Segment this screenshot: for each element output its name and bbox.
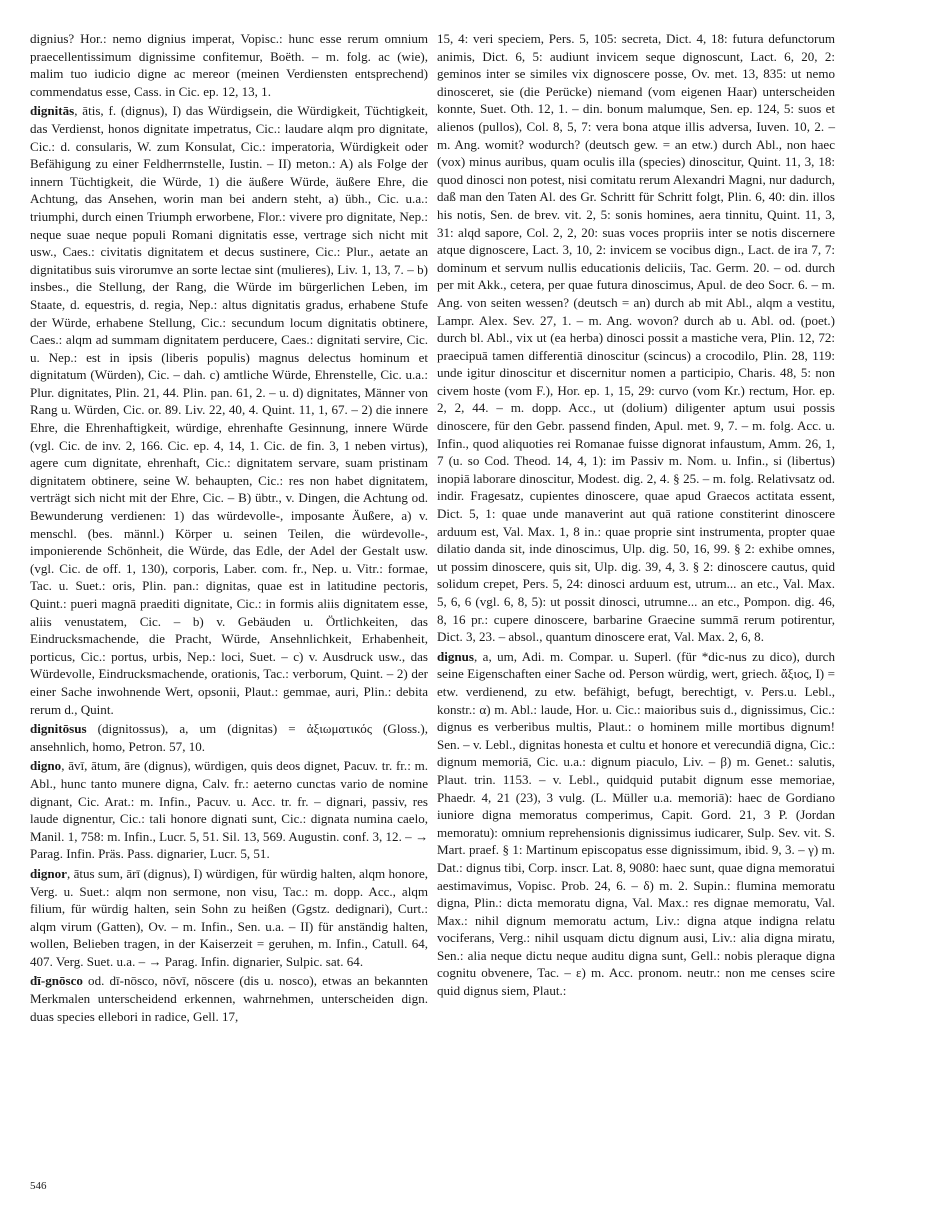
entry-dignosco-continued <box>437 30 835 646</box>
headword: dī-gnōsco <box>30 973 83 989</box>
entry-text: , a, um, Adi. m. Compar. u. Superl. (für *dic-nus zu dico), durch seine Eigenschaften einer Sache od. Person würdig, wert, griech. ἄξιος, I) = etw. verdienend, zu etw. befähigt, befugt, berechtigt, v. Pers.u. Lebl., konstr.: α) m. Abl.: laude, Hor. u. Cic.: maioribus suis d., dignissimus, Cic.: dignus es verberibus multis, Plaut.: o hominem mille mortibus dignum! Sen. – v. Lebl., dignitas honesta et cultu et honore et verecundiā digna, Cic.: dignum memoriā, Cic. u.a.: dignum piaculo, Liv. – β) m. Genet.: salutis, Plaut. trin. 1153. – v. Lebl., quidquid putabit dignum esse memoriae, Phaedr. 4, 21 (23), 3 vulg. (L. Müller u.a. memoriā): haec de Gordiano iuniore digna memoratus comperimus, Capit. Gord. 21, 3 P. (Jordan memoratu): omnium reprehensionis dignissimus iudicarer, Sulp. Sev. vit. S. Mart. praef. § 1: Martinum episcopatus esse dignissimum, ibid. 9, 3. – γ) m. Dat.: dignus tibi, Corp. inscr. Lat. 8, 9080: haec sunt, quae digna memoratui aestimavimus, Vopisc. Prob. 24, 6. – δ) m. 2. Supin.: flumina memoratu digna, Plin.: dicta memoratu digna, Val. Max.: res dignae memoratu, Val. Max.: nihil dignum memoratu actum, Liv.: digna atque indigna relatu vociferans, Verg.: nihil usquam dictu dignum ausi, Liv.: alia digna miratu, Sen.: alia neque dictu neque auditu digna sunt, Gell.: nobis pleraque digna cognitu obvenere, Tac. – ε) m. Acc. pronom. neutr.: non me censes scire quid dignus siem, Plaut.: <box>437 648 835 999</box>
entry-dignor <box>30 865 428 971</box>
entry-dignus <box>437 648 835 1000</box>
entry-digno <box>30 757 428 863</box>
entry-text: dignius? Hor.: nemo dignius imperat, Vopisc.: hunc esse rerum omnium praecellentissimum dignissime confitemur, Boëth. – m. folg. ac (wie), malim tuo iudicio digne ac mereor (meinen Verdiensten entsprechend) commendatus esse, Cass. in Cic. ep. 12, 13, 1. <box>30 31 428 99</box>
headword: dignus <box>437 648 474 664</box>
page-number: 546 <box>30 1180 47 1192</box>
entry-dignitosus <box>30 720 428 755</box>
headword: dignor <box>30 865 67 881</box>
headword: dignitās <box>30 103 75 119</box>
left-column <box>30 30 428 1027</box>
entry-dignosco <box>30 972 428 1025</box>
entry-text: 15, 4: veri speciem, Pers. 5, 105: secreta, Dict. 4, 18: futura defunctorum animis, Dict. 6, 5: audiunt invicem seque dignoscunt, Lact. 6, 20, 2: geminos inter se similes vix dignoscere posse, Ov. met. 13, 835: ut nemo dinosceret, sie (die Perücke) niemand (vom eigenen Haar) unterscheiden konnte, Suet. Oth. 12, 1. – din. bonum malumque, Sen. ep. 124, 5: suos et alienos (pullos), Col. 8, 5, 7: vera bona atque illis adversa, Iuven. 10, 2. – m. Ang. womit? wodurch? (deutsch gew. = an etw.) durch Abl., non haec (vox) minus auribus, quam oculis illa (species) dinoscitur, Quint. 11, 3, 18: quod dinosci non potest, nisi comitatu rerum Alexandri Magni, nur dadurch, daß man den Taten Al. des Gr. Schritt für Schritt folgt, Plin. 6, 40: din. illos his notis, Sen. de brev. vit. 2, 5: sonis homines, aera tinnitu, Quint. 11, 3, 31: alqd sapore, Col. 2, 2, 20: suas voces propriis inter se notis discernere atque dignoscere, Lact. 3, 10, 2: invicem se vocibus dign., Lact. de ira 7, 7: dominum et servum nullis educationis deliciis, Tac. Germ. 20. – od. durch per mit Akk., cetera, per quae futura dinoscimus, Apul. de deo Socr. 6. – m. Ang. von seiten wessen? (deutsch = an) durch ab mit Abl., alqm a vestitu, Lampr. Alex. Sev. 27, 1. – m. Ang. wovon? durch ab u. Abl. od. (poet.) durch bl. Abl., vix ut (ea herba) dinosci possit a mastiche vera, Plin. 12, 72: praecipuā tamen differentiā dinoscitur (scincus) a crocodilo, Plin. 28, 119: unde igitur dinoscitur et discernitur nomen a participio, Charis. 48, 5: non civem hoste (vom F.), Hor. ep. 1, 15, 29: curvo (vom Kr.) rectum, Hor. ep. 2, 2, 44. – m. dopp. Acc., ut (dolium) diligenter aptum usui possis dinoscere, für den Gebr. passend finden, Apul. met. 9, 7. – m. folg. Acc. u. Infin., quod aliquoties rei Romanae fuisse dignorat infaustum, Amm. 26, 1, 7 (u. so Cod. Theod. 14, 4, 1): im Passiv m. Nom. u. Infin., si (libertus) inopiā laborare dinoscitur, Modest. dig. 2, 4. § 25. – m. folg. Relativsatz od. indir. Fragesatz, cupientes dinoscere, quae apud Graecos actitata essent, Dict. 5, 1: quae unde manaverint aut quā ratione constiterint dinoscere arduum est, Val. Max. 1, 8 in.: quae proprie sint instrumenta, propter quae dilatio danda sit, inde dinoscimus, Ulp. dig. 50, 16, 99. § 2: exhibe omnes, ut possim dinoscere, quis sit, Ulp. dig. 39, 4, 3. § 2: dinoscere cautus, quid solidum crepet, Pers. 5, 24: dinosci arduum est, utrum... an etc., Val. Max. 5, 6, 6 (vgl. 6, 8, 5): ut possit dinosci, utrumne... an etc., Pompon. dig. 46, 8, 16 pr.: cupere dinoscere, barbarine Graecine summā rerum potirentur, Dict. 3, 23. – absol., quantum dinoscere erat, Val. Max. 2, 6, 8. <box>437 31 835 645</box>
entry-text: , ātus sum, ārī (dignus), I) würdigen, für würdig halten, alqm honore, Verg. u. Suet.: alqm non sermone, non visu, Tac.: m. dopp. Acc., alqm filium, für würdig halten, sein Sohn zu heißen (Ggstz. dedignari), Curt.: alqm virum (Gatten), Ov. – m. Infin., Sen. u.a. – II) für anständig halten, wollen, Belieben tragen, in der Kaiserzeit = geruhen, m. Infin., Catull. 64, 407. Verg. Suet. u.a. – → Parag. Infin. dignarier, Sulpic. sat. 64. <box>30 865 428 969</box>
right-column <box>437 30 835 1002</box>
entry-continuation <box>30 30 428 100</box>
entry-text: (dignitossus), a, um (dignitas) = ἀξιωματικός (Gloss.), ansehnlich, homo, Petron. 57, 10. <box>30 721 428 754</box>
entry-text: od. dī-nōsco, nōvī, nōscere (dis u. nosco), etwas an bekannten Merkmalen unterscheidend erkennen, wahrnehmen, unterscheiden dign. duas species ellebori in radice, Gell. 17, <box>30 973 428 1024</box>
headword: dignitōsus <box>30 721 87 737</box>
entry-text: , ātis, f. (dignus), I) das Würdigsein, die Würdigkeit, Tüchtigkeit, das Verdienst, honos dignitate impetratus, Cic.: laudare alqm pro dignitate, Cic.: d. consularis, W. zum Konsulat, Cic.: imperatoria, Würdigkeit oder Befähigung zu einer Feldherrnstelle, Iustin. – II) meton.: A) als Folge der innern Tüchtigkeit, die Würde, 1) die äußere Würde, äußere Ehre, die Achtung, das Ansehen, worin man bei andern steht, a) übh., Cic. u.a.: triumphi, durch einen Triumph erworbene, Flor.: vivere pro dignitate, Nep.: neque suae neque populi Romani dignitatis esse, vertrage sich nicht mit usw., Caes.: civitatis dignitatem et decus sustinere, Cic.: Plur., aetate an dignitatibus suis virorumve an sorte lectae sint (mulieres), Liv. 1, 13, 7. – b) insbes., die Stellung, der Rang, die Würde im bürgerlichen Leben, im Staate, d. equestris, d. regia, Nep.: altus dignitatis gradus, erhabene Stufe der Würde, erhabene Stellung, Cic.: secundum locum dignitatis obtinere, Caes.: alqm ad summam dignitatem perducere, Caes.: dignitati servire, Cic. u. Nep.: est in ipsis (liberis populis) magnus delectus hominum et dignitatum (Würden), Cic. – dah. c) amtliche Würde, Ehrenstelle, Cic. u.a.: Plur. dignitates, Plin. 21, 44. Plin. pan. 61, 2. – u. d) dignitates, Männer von Rang u. Würden, Cic. or. 89. Liv. 22, 40, 4. Quint. 11, 1, 67. – 2) die innere Ehre, die Ehrenhaftigkeit, würdige, ehrenhafte Gesinnung, innere Würde (vgl. Cic. de inv. 2, 166. Cic. ep. 4, 14, 1. Cic. de fin. 3, 1 neben virtus), agere cum dignitate, ehrenhaft, Cic.: dignitatem servare, suam pristinam dignitatem obtinere, seine W. behaupten, Cic.: res non habet dignitatem, verträgt sich nicht mit der Ehre, Cic. – B) übtr., v. Dingen, die Achtung od. Bewunderung verdienen: 1) das würdevolle-, imposante Äußere, a) v. menschl. (bes. männl.) Körper u. seinen Teilen, die würdevolle-, imponierende Schönheit, die Würde, das Edle, der Adel der Gestalt usw. (vgl. Cic. de off. 1, 130), corporis, Laber. com. fr., Nep. u. Vitr.: formae, Tac. u. Suet.: oris, Plin. pan.: dignitas, quae est in latitudine pectoris, Quint.: pueri magnā praediti dignitate, Cic.: in formis aliis dignitatem esse, aliis venustatem, Cic. – b) v. Gebäuden u. Örtlichkeiten, das Eindrucksmachende, die Pracht, Würde, Ansehnlichkeit, Erhabenheit, porticus, Cic.: portus, urbis, Nep.: loci, Suet. – c) v. Ausdruck usw., das Würdevolle, Eindrucksmachende, orationis, Tac.: verborum, Quint. – 2) der einer Sache inwohnende Wert, opsonii, Plaut.: gemmae, auri, Plin.: debita rerum d., Quint. <box>30 103 428 717</box>
entry-text: , āvī, ātum, āre (dignus), würdigen, quis deos dignet, Pacuv. tr. fr.: m. Abl., hunc tanto munere digna, Calv. fr.: aeterno cunctas vario de nomine dignant, Cic. Arat.: m. Infin., Pacuv. u. Acc. tr. fr. – dignari, passiv, res laude dignentur, Cic.: tali honore dignati sunt, Cic.: dignata numina caelo, Manil. 1, 758: m. Infin., Lucr. 5, 51. Sil. 13, 569. Augustin. conf. 3, 12. – → Parag. Infin. Präs. Pass. dignarier, Lucr. 5, 51. <box>30 758 428 862</box>
entry-dignitas <box>30 102 428 718</box>
headword: digno <box>30 758 62 774</box>
